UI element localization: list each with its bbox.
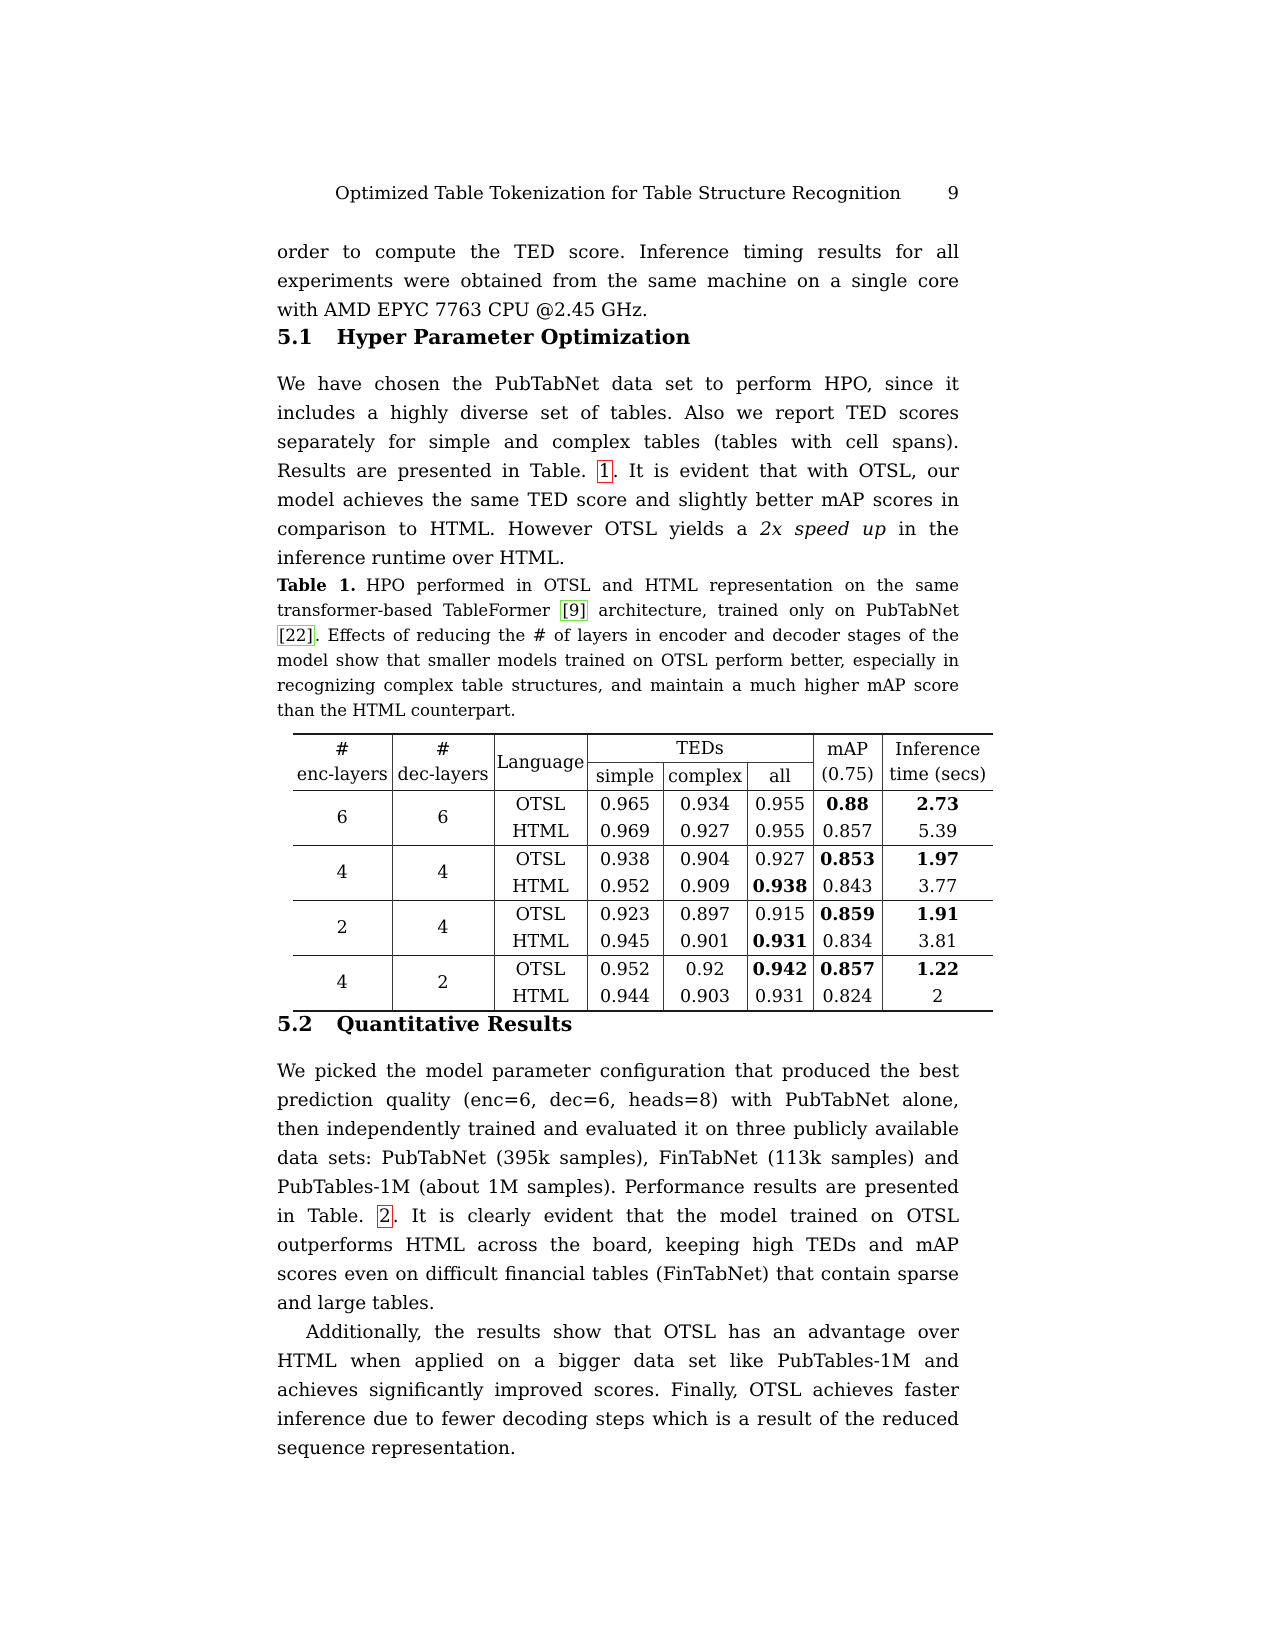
cell-map: 0.857: [813, 956, 882, 984]
cell-dec: 4: [392, 901, 494, 956]
table-1-caption: [277, 573, 959, 723]
section-title: Hyper Parameter Optimization: [336, 325, 691, 349]
header-text: mAP: [826, 739, 868, 760]
section-number: 5.1: [277, 325, 313, 349]
cell-teds-complex: 0.897: [663, 901, 747, 929]
cell-teds-simple: 0.969: [587, 818, 663, 846]
italic-phrase: 2x speed up: [759, 519, 886, 540]
cell-enc: 4: [293, 846, 392, 901]
cell-language: OTSL: [494, 901, 587, 929]
table-group-6-6: [293, 791, 993, 846]
cell-enc: 6: [293, 791, 392, 846]
cell-dec: 2: [392, 956, 494, 1012]
cell-teds-simple: 0.945: [587, 928, 663, 956]
column-header-dec-layers: [392, 734, 494, 791]
section-5-2-paragraph-1: [277, 1057, 959, 1318]
cell-language: HTML: [494, 873, 587, 901]
cell-teds-all: 0.931: [747, 928, 813, 956]
section-5-1-paragraph: [277, 370, 959, 573]
cell-map: 0.859: [813, 901, 882, 929]
citation-22-link[interactable]: [22]: [279, 626, 313, 645]
cell-teds-complex: 0.904: [663, 846, 747, 874]
column-header-language: Language: [494, 734, 587, 791]
table-row: [293, 791, 993, 819]
cell-teds-complex: 0.909: [663, 873, 747, 901]
cell-teds-simple: 0.923: [587, 901, 663, 929]
header-text: Inference: [895, 739, 981, 760]
cell-language: HTML: [494, 928, 587, 956]
caption-text: HPO performed in OTSL and HTML representation on the same transformer-based TableFormer: [277, 576, 959, 620]
cell-teds-simple: 0.965: [587, 791, 663, 819]
cell-inference-time: 3.77: [918, 876, 958, 897]
cell-dec: 6: [392, 791, 494, 846]
paragraph-text: We have chosen the PubTabNet data set to perform HPO, since it includes a highly diverse set of tables. Also we report TED scores separately for simple and complex tables (tables with cell spans). Results are presented in Table.: [277, 374, 959, 482]
paragraph-text: . It is evident that with OTSL, our model achieves the same TED score and slightly better mAP scores in comparison to HTML. However OTSL yields a: [277, 461, 959, 540]
paragraph-text: in the inference runtime over HTML.: [277, 519, 959, 569]
table-group-4-2: [293, 956, 993, 1012]
cell-teds-all: 0.931: [747, 983, 813, 1011]
table-row: [293, 846, 993, 874]
caption-text: . Effects of reducing the # of layers in encoder and decoder stages of the model show that smaller models trained on OTSL perform better, especially in recognizing complex table structures, and maintain a much higher mAP score than the HTML counterpart.: [277, 626, 959, 720]
page-number: 9: [947, 183, 959, 204]
cell-teds-simple: 0.944: [587, 983, 663, 1011]
cell-teds-all: 0.955: [747, 818, 813, 846]
header-text: dec-layers: [397, 764, 489, 785]
running-head: [277, 182, 959, 206]
cell-enc: 4: [293, 956, 392, 1012]
cell-map: 0.834: [813, 928, 882, 956]
header-text: enc-layers: [296, 764, 388, 785]
cell-map: 0.88: [813, 791, 882, 819]
column-header-enc-layers: [293, 734, 392, 791]
header-text: #: [435, 739, 451, 760]
column-header-simple: simple: [587, 763, 663, 791]
cell-teds-complex: 0.92: [663, 956, 747, 984]
table-row: [293, 901, 993, 929]
cell-language: OTSL: [494, 791, 587, 819]
cell-teds-simple: 0.952: [587, 956, 663, 984]
cell-inference-time: 5.39: [918, 821, 958, 842]
cell-teds-simple: 0.952: [587, 873, 663, 901]
cell-map: 0.853: [813, 846, 882, 874]
cell-language: OTSL: [494, 956, 587, 984]
column-header-all: all: [747, 763, 813, 791]
cell-teds-all: 0.955: [747, 791, 813, 819]
cell-inference-time: 3.81: [918, 931, 958, 952]
intro-paragraph: order to compute the TED score. Inference timing results for all experiments were obtained from the same machine on a single core with AMD EPYC 7763 CPU @2.45 GHz.: [277, 242, 959, 321]
paragraph-text: . It is clearly evident that the model trained on OTSL outperforms HTML across the board, keeping high TEDs and mAP scores even on difficult financial tables (FinTabNet) that contain sparse and large tables.: [277, 1206, 959, 1314]
section-5-2-paragraph-2: Additionally, the results show that OTSL has an advantage over HTML when applied on a bigger data set like PubTables-1M and achieves significantly improved scores. Finally, OTSL achieves faster inference due to fewer decoding steps which is a result of the reduced sequence representation.: [277, 1322, 959, 1459]
column-header-inference-time: [882, 734, 993, 791]
cell-teds-complex: 0.901: [663, 928, 747, 956]
cell-map: 0.843: [813, 873, 882, 901]
text-column: [277, 0, 987, 1463]
table-group-4-4: [293, 846, 993, 901]
section-heading-5-1: [277, 325, 959, 349]
cell-teds-all: 0.942: [747, 956, 813, 984]
header-text: #: [334, 739, 350, 760]
cell-teds-all: 0.938: [747, 873, 813, 901]
section-heading-5-2: [277, 1012, 959, 1036]
table-2-reference-link[interactable]: 2: [379, 1206, 391, 1227]
column-header-map: [813, 734, 882, 791]
cell-teds-complex: 0.934: [663, 791, 747, 819]
cell-inference-time: 1.91: [916, 904, 960, 925]
table-header: [293, 734, 993, 791]
cell-language: HTML: [494, 983, 587, 1011]
cell-teds-all: 0.927: [747, 846, 813, 874]
cell-map: 0.857: [813, 818, 882, 846]
cell-enc: 2: [293, 901, 392, 956]
cell-inference-time: 2: [932, 986, 944, 1007]
cell-teds-complex: 0.927: [663, 818, 747, 846]
cell-teds-all: 0.915: [747, 901, 813, 929]
table-caption-label: Table 1.: [277, 576, 356, 595]
cell-dec: 4: [392, 846, 494, 901]
column-header-teds: TEDs: [587, 734, 813, 763]
cell-teds-simple: 0.938: [587, 846, 663, 874]
table-group-2-4: [293, 901, 993, 956]
cell-language: HTML: [494, 818, 587, 846]
header-text: time (secs): [889, 764, 987, 785]
table-row: [293, 956, 993, 984]
table-1-reference-link[interactable]: 1: [598, 461, 611, 482]
cell-teds-complex: 0.903: [663, 983, 747, 1011]
column-header-complex: complex: [663, 763, 747, 791]
paragraph-text: We picked the model parameter configuration that produced the best prediction quality (enc=6, dec=6, heads=8) with PubTabNet alone, then independently trained and evaluated it on three publicly available data sets: PubTabNet (395k samples), FinTabNet (113k samples) and PubTables-1M (about 1M samples). Performance results are presented in Table.: [277, 1061, 959, 1227]
cell-language: OTSL: [494, 846, 587, 874]
citation-9-link[interactable]: [9]: [562, 601, 586, 620]
caption-text: architecture, trained only on PubTabNet: [587, 601, 960, 620]
running-head-title: Optimized Table Tokenization for Table Structure Recognition: [334, 183, 902, 204]
section-number: 5.2: [277, 1012, 313, 1036]
cell-inference-time: 1.97: [916, 849, 960, 870]
cell-map: 0.824: [813, 983, 882, 1011]
cell-inference-time: 1.22: [916, 959, 960, 980]
results-table-1: [293, 733, 993, 1012]
cell-inference-time: 2.73: [916, 794, 960, 815]
header-text: (0.75): [821, 764, 874, 785]
section-title: Quantitative Results: [336, 1012, 573, 1036]
